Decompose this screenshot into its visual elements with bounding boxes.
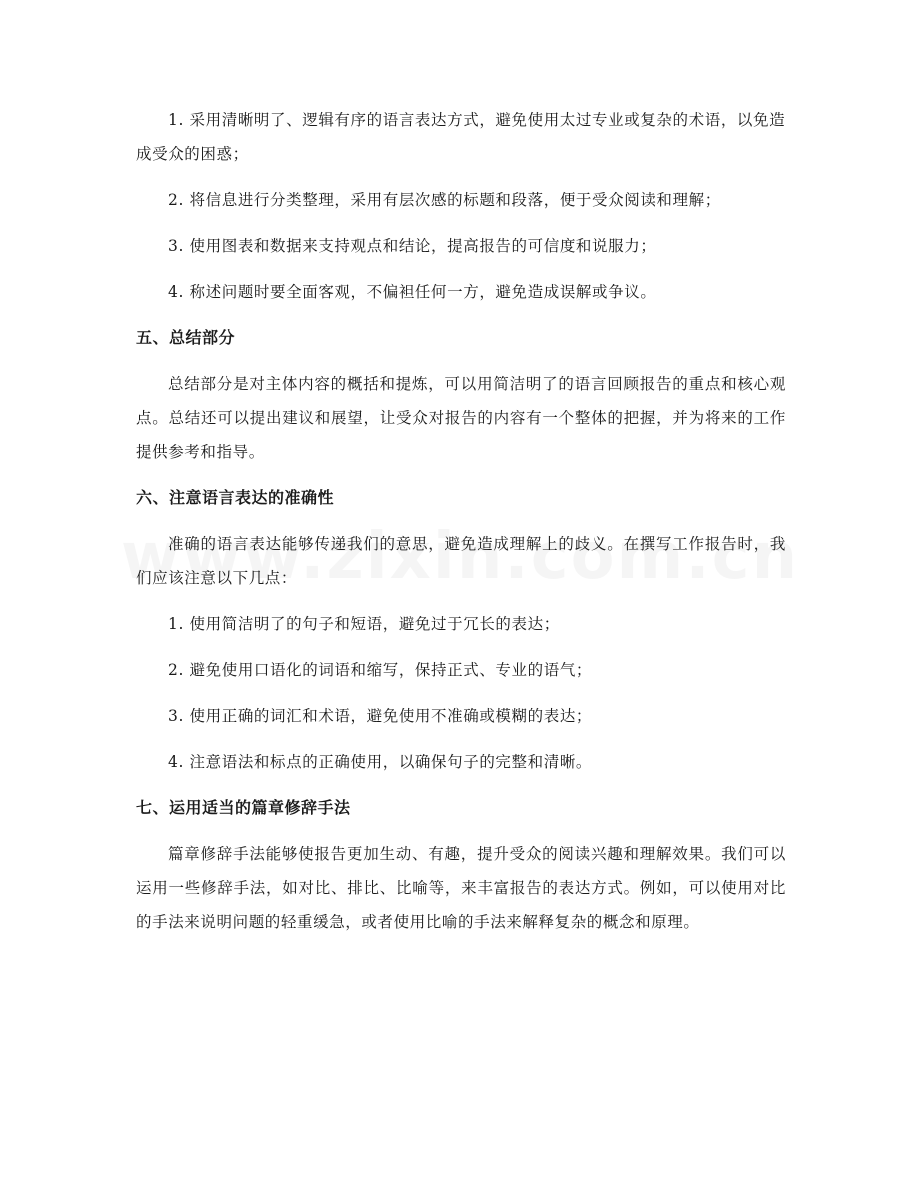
section-paragraph-summary: 总结部分是对主体内容的概括和提炼，可以用简洁明了的语言回顾报告的重点和核心观点。总结还可以提出建议和展望，让受众对报告的内容有一个整体的把握，并为将来的工作提供参考和指导。 xyxy=(136,375,786,461)
list-item: 3. 使用图表和数据来支持观点和结论，提高报告的可信度和说服力； xyxy=(168,237,657,255)
list-item: 1. 采用清晰明了、逻辑有序的语言表达方式，避免使用太过专业或复杂的术语，以免造成受众的困惑； xyxy=(136,111,786,163)
section-paragraph-rhetoric: 篇章修辞手法能够使报告更加生动、有趣，提升受众的阅读兴趣和理解效果。我们可以运用一些修辞手法，如对比、排比、比喻等，来丰富报告的表达方式。例如，可以使用对比的手法来说明问题的轻重缓急，或者使用比喻的手法来解释复杂的概念和原理。 xyxy=(136,845,786,931)
section-heading-rhetoric: 七、运用适当的篇章修辞手法 xyxy=(136,798,351,817)
list-item: 4. 注意语法和标点的正确使用，以确保句子的完整和清晰。 xyxy=(168,753,593,771)
list-item: 3. 使用正确的词汇和术语，避免使用不准确或模糊的表达； xyxy=(168,707,593,725)
list-item: 1. 使用简洁明了的句子和短语，避免过于冗长的表达； xyxy=(168,615,560,633)
list-item: 2. 避免使用口语化的词语和缩写，保持正式、专业的语气； xyxy=(168,661,593,679)
list-item: 4. 称述问题时要全面客观，不偏袒任何一方，避免造成误解或争议。 xyxy=(168,283,657,301)
section-paragraph-accuracy: 准确的语言表达能够传递我们的意思，避免造成理解上的歧义。在撰写工作报告时，我们应该注意以下几点： xyxy=(136,535,786,587)
list-item: 2. 将信息进行分类整理，采用有层次感的标题和段落，便于受众阅读和理解； xyxy=(168,191,721,209)
section-heading-accuracy: 六、注意语言表达的准确性 xyxy=(136,488,335,507)
section-heading-summary: 五、总结部分 xyxy=(136,328,236,347)
document-body xyxy=(136,103,786,939)
